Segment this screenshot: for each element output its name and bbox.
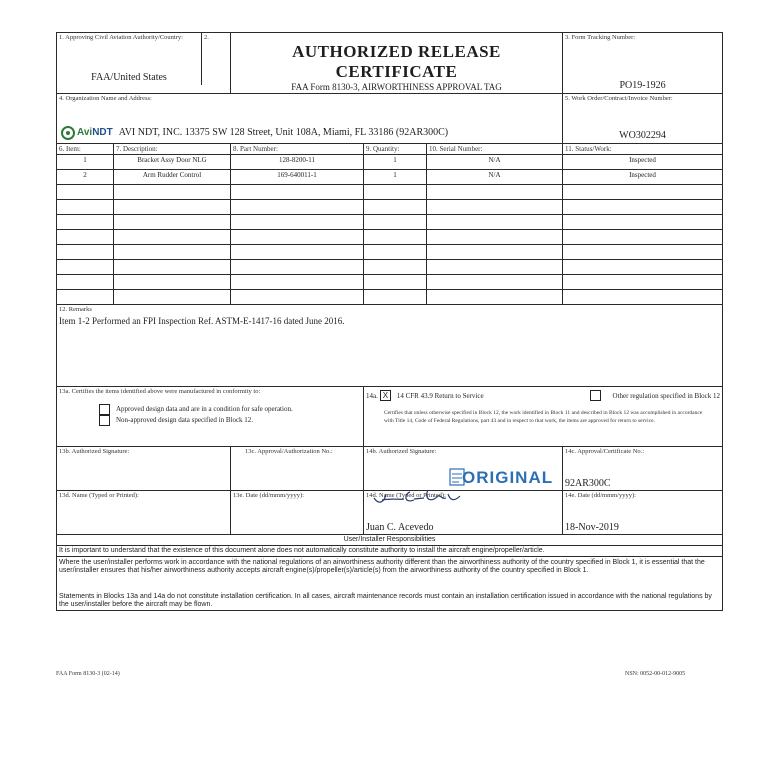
block-14e (563, 491, 723, 535)
block-13e (231, 491, 364, 535)
block-13d-label: 13d. Name (Typed or Printed): (59, 492, 139, 499)
block-13b (57, 447, 231, 491)
non-approved-design-checkbox[interactable] (99, 415, 110, 426)
authorization-date: 18-Nov-2019 (565, 522, 619, 533)
approved-design-checkbox[interactable] (99, 404, 110, 415)
form-title: AUTHORIZED RELEASE CERTIFICATE (292, 42, 501, 81)
empty-row (57, 290, 723, 305)
form-tracking-number: PO19-1926 (619, 80, 666, 91)
form-subtitle: FAA Form 8130-3, AIRWORTHINESS APPROVAL TAG (291, 82, 502, 92)
return-to-service-text: 14 CFR 43.9 Return to Service (396, 391, 484, 400)
empty-row (57, 275, 723, 290)
col-header-item: 6. Item: (57, 144, 114, 155)
block-13d (57, 491, 231, 535)
remarks-label: 12. Remarks (59, 306, 92, 313)
logo-text-b: NDT (92, 127, 113, 138)
table-row (57, 155, 723, 170)
empty-row (57, 215, 723, 230)
empty-row (57, 200, 723, 215)
item-quantity: 1 (364, 170, 427, 185)
block-2-label: 2. (204, 34, 209, 41)
certificate-table (56, 32, 723, 611)
item-description: Arm Rudder Control (114, 170, 231, 185)
authorized-name: Juan C. Acevedo (366, 522, 434, 533)
block-13a-label: 13a. Certifies the items identified above were manufactured in conformity to: (59, 388, 261, 395)
logo-text-a: Avi (77, 127, 93, 138)
empty-row (57, 245, 723, 260)
block-14a (364, 387, 723, 447)
responsibilities-heading: User/Installer Responsibilities (57, 535, 723, 546)
col-header-status-work: 11. Status/Work: (563, 144, 723, 155)
block-4 (57, 94, 563, 144)
other-regulation-text: Other regulation specified in Block 12 (612, 391, 721, 400)
item-description: Bracket Assy Door NLG (114, 155, 231, 170)
block-5-label: 5. Work Order/Contract/Invoice Number: (565, 95, 673, 102)
block-1 (57, 33, 231, 94)
avi-ndt-logo (61, 126, 113, 140)
item-status: Inspected (563, 170, 723, 185)
block-14c-label: 14c. Approval/Certificate No.: (565, 448, 645, 455)
organization-address: AVI NDT, INC. 13375 SW 128 Street, Unit 108A, Miami, FL 33186 (92AR300C) (118, 127, 449, 138)
col-header-description: 7. Description: (114, 144, 231, 155)
block-14e-label: 14e. Date (dd/mmm/yyyy): (565, 492, 636, 499)
form-number-footer: FAA Form 8130-3 (02-14) (56, 671, 120, 677)
responsibilities-p3: Statements in Blocks 13a and 14a do not constitute installation certification. In all cases, aircraft maintenance records must contain an installation certification issued in accordance with the national regulations by the user/installer before the aircraft may be flown. (59, 593, 712, 608)
block-12-remarks (57, 305, 723, 387)
block-3-label: 3. Form Tracking Number: (565, 34, 636, 41)
item-number: 2 (57, 170, 114, 185)
block-14d-label: 14d. Name (Typed or Printed): (366, 492, 446, 499)
nsn-footer: NSN: 0052-00-012-9005 (625, 671, 686, 677)
block-4-label: 4. Organization Name and Address: (59, 95, 152, 102)
block-1-label: 1. Approving Civil Aviation Authority/Country: (59, 34, 183, 41)
block-14a-certify-text: Certifies that unless otherwise specified in Block 12, the work identified in Block 11 and described in Block 12 was accomplished in accordance with Title 14, Code of Federal Regulations, part 43 and in respect to that work, the items are approved for return to service. (384, 410, 703, 424)
item-serial-number: N/A (427, 155, 563, 170)
block-5 (563, 94, 723, 144)
block-13e-label: 13e. Date (dd/mmm/yyyy): (233, 492, 304, 499)
item-part-number: 128-8200-11 (231, 155, 364, 170)
empty-row (57, 185, 723, 200)
non-approved-design-text: Non-approved design data specified in Block 12. (116, 416, 254, 425)
responsibilities-p2: Where the user/installer performs work in accordance with the national regulations of an airworthiness authority different than the airworthiness authority of the country specified in Block 1, it is essential that the user/installer ensures that his/her airworthiness authority accepts aircraft engine(s)/propeller(s)/article(s) from the airworthiness authority of the country specified in Block 1. (59, 559, 705, 574)
return-to-service-checkbox[interactable]: X (380, 390, 391, 401)
empty-row (57, 260, 723, 275)
approval-certificate-number: 92AR300C (565, 478, 611, 489)
stamp-text: ORIGINAL (462, 468, 554, 487)
block-3 (563, 33, 723, 94)
block-2-title (231, 33, 563, 94)
block-13a (57, 387, 364, 447)
release-certificate-form (56, 32, 722, 668)
block-13c-label: 13c. Approval/Authorization No.: (245, 448, 333, 455)
col-header-serial-number: 10. Serial Number: (427, 144, 563, 155)
approving-authority-value: FAA/United States (91, 72, 167, 83)
block-14a-prefix: 14a. (366, 391, 378, 400)
work-order-number: WO302294 (619, 130, 666, 141)
stamp-emblem-icon (448, 466, 466, 488)
approved-design-text: Approved design data and are in a condition for safe operation. (116, 405, 293, 414)
responsibilities-p1: It is important to understand that the existence of this document alone does not automatically constitute authority to install the aircraft engine/propeller/article. (57, 547, 722, 557)
logo-mark-icon (61, 126, 75, 140)
block-13c (231, 447, 364, 491)
block-13b-label: 13b. Authorized Signature: (59, 448, 130, 455)
item-status: Inspected (563, 155, 723, 170)
original-stamp (462, 468, 554, 490)
responsibilities-text (57, 546, 723, 611)
item-part-number: 169-640011-1 (231, 170, 364, 185)
other-regulation-checkbox[interactable] (590, 390, 601, 401)
remarks-text: Item 1-2 Performed an FPI Inspection Ref. ASTM-E-1417-16 dated June 2016. (59, 316, 345, 326)
item-number: 1 (57, 155, 114, 170)
col-header-quantity: 9. Quantity: (364, 144, 427, 155)
item-quantity: 1 (364, 155, 427, 170)
items-header-row (57, 144, 723, 155)
block-14b-label: 14b. Authorized Signature: (366, 448, 437, 455)
table-row (57, 170, 723, 185)
item-serial-number: N/A (427, 170, 563, 185)
block-14c (563, 447, 723, 491)
col-header-part-number: 8. Part Number: (231, 144, 364, 155)
empty-row (57, 230, 723, 245)
